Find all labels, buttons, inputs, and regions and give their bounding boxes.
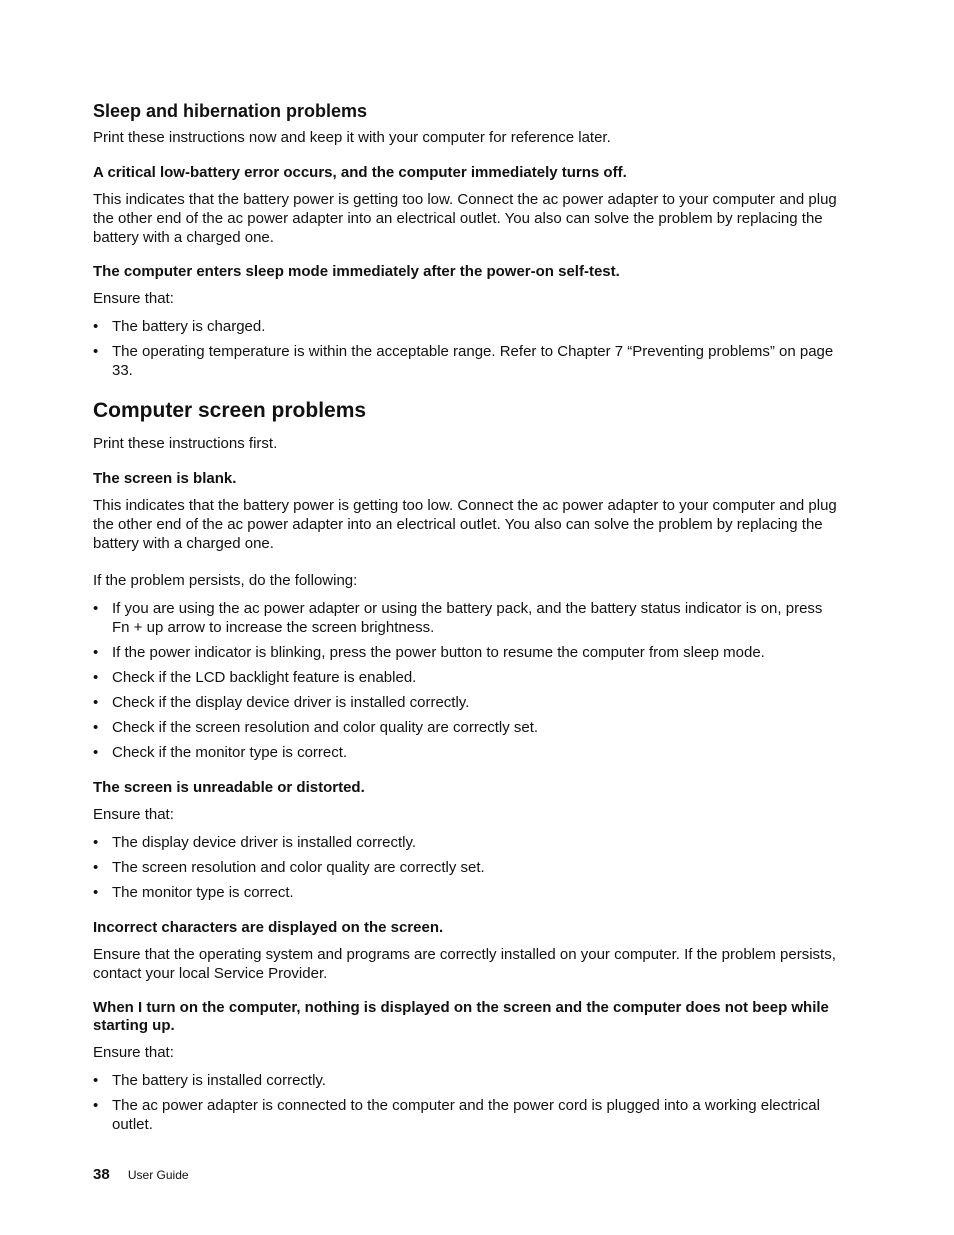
list-item (93, 599, 838, 637)
list-item-text: The screen resolution and color quality are correctly set. (112, 859, 485, 876)
list-item-text: If the power indicator is blinking, press the power button to resume the computer from sleep mode. (112, 644, 765, 661)
document-title: User Guide (127, 1168, 189, 1182)
bullet-icon: • (93, 834, 99, 851)
section-title-screen: Computer screen problems (93, 399, 367, 422)
list-item (93, 317, 838, 336)
list-item (93, 342, 838, 380)
section-intro-screen: Print these instructions first. (93, 435, 278, 452)
bullet-icon: • (93, 669, 99, 686)
problem-text: This indicates that the battery power is getting too low. Connect the ac power adapter to your computer and plug the other end of the ac power adapter into an electrical outlet. You also can solve the problem by replacing the battery with a charged one. (93, 497, 837, 552)
bullet-icon: • (93, 343, 99, 360)
bullet-icon: • (93, 1097, 99, 1114)
list-item (93, 833, 838, 852)
list-item (93, 743, 838, 762)
problem-heading: The screen is unreadable or distorted. (93, 779, 365, 796)
list-item-text: Check if the LCD backlight feature is enabled. (112, 669, 417, 686)
problem-heading: A critical low-battery error occurs, and the computer immediately turns off. (93, 164, 627, 181)
bullet-icon: • (93, 859, 99, 876)
list-item (93, 668, 838, 687)
problem-lead: Ensure that: (93, 806, 174, 823)
problem-heading: The computer enters sleep mode immediately after the power-on self-test. (93, 263, 620, 280)
problem-text: This indicates that the battery power is getting too low. Connect the ac power adapter to your computer and plug the other end of the ac power adapter into an electrical outlet. You also can solve the problem by replacing the battery with a charged one. (93, 191, 837, 246)
bullet-list (93, 1071, 838, 1134)
list-item (93, 693, 838, 712)
bullet-icon: • (93, 318, 99, 335)
problem-heading: Incorrect characters are displayed on the screen. (93, 919, 444, 936)
list-item-text: Check if the monitor type is correct. (112, 744, 348, 761)
list-item (93, 643, 838, 662)
bullet-icon: • (93, 644, 99, 661)
list-item-text: Check if the display device driver is installed correctly. (112, 694, 470, 711)
bullet-list (93, 599, 838, 762)
bullet-list (93, 317, 838, 380)
list-item-text: Check if the screen resolution and color quality are correctly set. (112, 719, 539, 736)
section-title-sleep: Sleep and hibernation problems (93, 101, 368, 121)
section-intro-sleep: Print these instructions now and keep it with your computer for reference later. (93, 129, 611, 146)
bullet-list (93, 833, 838, 902)
problem-text: Ensure that the operating system and programs are correctly installed on your computer. If the problem persists, contact your local Service Provider. (93, 946, 836, 982)
list-item (93, 883, 838, 902)
list-item (93, 1096, 838, 1134)
list-item-text: The battery is installed correctly. (112, 1072, 326, 1089)
bullet-icon: • (93, 600, 99, 617)
list-item (93, 858, 838, 877)
bullet-icon: • (93, 884, 99, 901)
bullet-icon: • (93, 1072, 99, 1089)
problem-lead: If the problem persists, do the following: (93, 572, 358, 589)
problem-heading: When I turn on the computer, nothing is displayed on the screen and the computer does not beep while starting up. (93, 999, 829, 1034)
page-content (93, 100, 838, 1151)
problem-heading: The screen is blank. (93, 470, 237, 487)
bullet-icon: • (93, 744, 99, 761)
list-item (93, 1071, 838, 1090)
bullet-icon: • (93, 694, 99, 711)
list-item-text: The ac power adapter is connected to the computer and the power cord is plugged into a working electrical outlet. (112, 1097, 820, 1133)
bullet-icon: • (93, 719, 99, 736)
list-item (93, 718, 838, 737)
list-item-text: The monitor type is correct. (112, 884, 294, 901)
problem-lead: Ensure that: (93, 1044, 174, 1061)
list-item-text: If you are using the ac power adapter or using the battery pack, and the battery status indicator is on, press Fn + up arrow to increase the screen brightness. (112, 600, 823, 636)
problem-lead: Ensure that: (93, 290, 174, 307)
list-item-text: The display device driver is installed correctly. (112, 834, 417, 851)
page-footer (93, 1165, 189, 1185)
page-number: 38 (93, 1166, 110, 1183)
list-item-text: The operating temperature is within the acceptable range. Refer to Chapter 7 “Preventing problems” on page 33. (112, 343, 834, 379)
list-item-text: The battery is charged. (112, 318, 266, 335)
